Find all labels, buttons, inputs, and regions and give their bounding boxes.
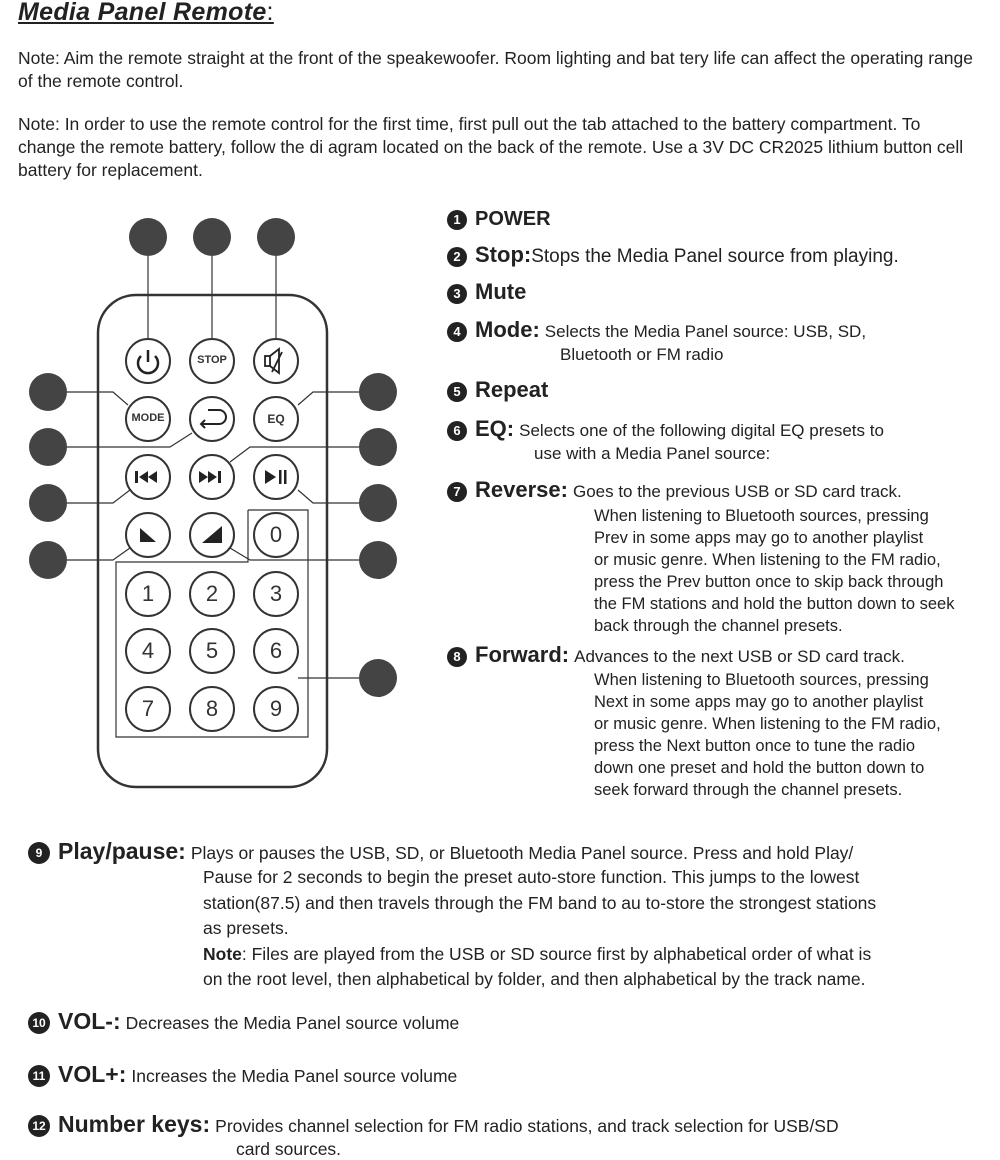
item-forward-lines	[594, 669, 941, 801]
item-number-badge: 5	[447, 382, 467, 402]
item-body: Decreases the Media Panel source volume	[125, 1013, 460, 1033]
num-key-4: 4	[141, 638, 155, 663]
body-line: Next in some apps may go to another playlist	[594, 693, 924, 711]
item-mode	[447, 319, 992, 343]
item-stop	[447, 244, 992, 268]
body-line: seek forward through the channel presets.	[594, 781, 903, 799]
num-key-5: 5	[205, 638, 219, 663]
body-line-note	[203, 942, 876, 968]
item-body: Goes to the previous USB or SD card track.	[572, 482, 902, 501]
item-number-badge: 11	[28, 1065, 50, 1087]
num-key-3: 3	[269, 581, 283, 606]
item-mute	[447, 281, 526, 304]
page-title	[18, 0, 274, 27]
item-body: Provides channel selection for FM radio stations, and track selection for USB/SD	[215, 1116, 839, 1136]
note-aim-remote: Note: Aim the remote straight at the front of the speakewoofer. Room lighting and bat tery life can affect the operating range of the remote control.	[18, 48, 973, 91]
item-body-continued: card sources.	[236, 1139, 342, 1159]
item-number-badge: 8	[447, 647, 467, 667]
item-heading: EQ:	[475, 416, 515, 441]
item-play-pause	[28, 838, 993, 865]
item-body: Advances to the next USB or SD card track.	[574, 647, 905, 666]
body-line: press the Next button once to tune the radio	[594, 737, 916, 755]
body-line: the FM stations and hold the button down to seek	[594, 595, 955, 613]
item-heading: VOL+:	[58, 1061, 127, 1087]
stop-button-label: STOP	[197, 354, 227, 366]
item-body: Plays or pauses the USB, SD, or Bluetooth Media Panel source. Press and hold Play/	[190, 843, 854, 863]
num-key-1: 1	[141, 581, 155, 606]
body-line: or music genre. When listening to the FM radio,	[594, 715, 941, 733]
note-battery: Note: In order to use the remote control for the first time, first pull out the tab attached to the battery compartment. To change the remote battery, follow the di agram located on the back of the remote. Use a 3V DC CR2025 lithium button cell battery for replacement.	[18, 114, 964, 180]
num-key-0: 0	[269, 522, 283, 547]
body-line: back through the channel presets.	[594, 617, 843, 635]
body-line: on the root level, then alphabetical by folder, and then alphabetical by the track name.	[203, 969, 866, 989]
body-line: as presets.	[203, 918, 289, 938]
item-body-continued: use with a Media Panel source:	[534, 444, 771, 463]
item-reverse	[447, 479, 992, 503]
item-number-badge: 1	[447, 210, 467, 230]
body-line: When listening to Bluetooth sources, pressing	[594, 507, 929, 525]
title-text: Media Panel Remote	[18, 0, 267, 26]
item-heading: Mute	[475, 279, 527, 304]
num-key-7: 7	[141, 696, 155, 721]
item-heading: Play/pause:	[58, 838, 186, 864]
remote-diagram	[0, 210, 420, 810]
num-key-2: 2	[205, 581, 219, 606]
item-body: Selects the Media Panel source: USB, SD,	[544, 322, 867, 341]
num-key-6: 6	[269, 638, 283, 663]
item-body-continued: Bluetooth or FM radio	[560, 345, 724, 364]
item-heading: Repeat	[475, 377, 549, 402]
num-key-9: 9	[269, 696, 283, 721]
body-line: Pause for 2 seconds to begin the preset auto-store function. This jumps to the lowest	[203, 867, 860, 887]
item-number-badge: 7	[447, 482, 467, 502]
body-line: press the Prev button once to skip back through	[594, 573, 944, 591]
eq-button-label: EQ	[267, 412, 285, 426]
item-heading: Mode:	[475, 317, 540, 342]
item-heading: Number keys:	[58, 1111, 211, 1137]
item-power	[447, 208, 551, 230]
item-heading: POWER	[475, 208, 551, 230]
item-vol-up	[28, 1061, 457, 1088]
body-line: When listening to Bluetooth sources, pressing	[594, 671, 929, 689]
item-heading: Stop:	[475, 242, 532, 267]
item-number-badge: 9	[28, 842, 50, 864]
note-label: Note	[203, 943, 242, 964]
item-forward	[447, 644, 992, 668]
note-text: : Files are played from the USB or SD source first by alphabetical order of what is	[241, 943, 872, 964]
item-play-pause-lines	[203, 865, 876, 993]
item-number-badge: 10	[28, 1012, 50, 1034]
item-number-keys	[28, 1111, 993, 1138]
item-repeat	[447, 379, 548, 402]
mode-button-label: MODE	[131, 412, 165, 424]
item-heading: Reverse:	[475, 477, 568, 502]
item-body: Increases the Media Panel source volume	[131, 1066, 458, 1086]
title-colon: :	[266, 0, 274, 26]
body-line: or music genre. When listening to the FM radio,	[594, 551, 941, 569]
item-number-badge: 6	[447, 421, 467, 441]
body-line: Prev in some apps may go to another playlist	[594, 529, 924, 547]
item-number-badge: 12	[28, 1115, 50, 1137]
body-line: down one preset and hold the button down to	[594, 759, 925, 777]
item-number-badge: 3	[447, 284, 467, 304]
body-line: station(87.5) and then travels through the FM band to au to-store the strongest stations	[203, 892, 877, 913]
item-body: Stops the Media Panel source from playing.	[531, 246, 899, 267]
num-key-8: 8	[205, 696, 219, 721]
item-heading: Forward:	[475, 642, 570, 667]
item-number-badge: 2	[447, 247, 467, 267]
item-reverse-lines	[594, 505, 954, 637]
item-vol-down	[28, 1008, 459, 1035]
item-body: Selects one of the following digital EQ presets to	[519, 421, 884, 440]
item-eq	[447, 418, 992, 442]
item-heading: VOL-:	[58, 1008, 121, 1034]
item-number-badge: 4	[447, 322, 467, 342]
